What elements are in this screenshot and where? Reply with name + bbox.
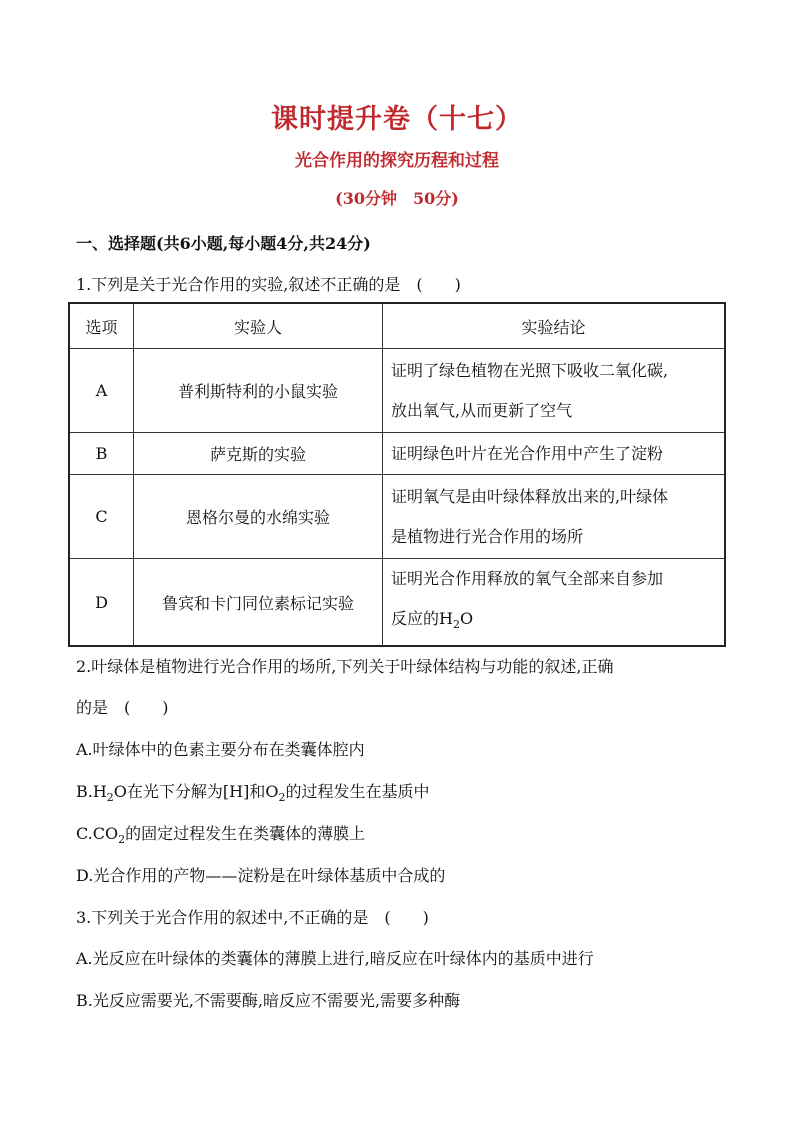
conclusion-line: 反应的$H_2O$ bbox=[391, 609, 474, 632]
table-row bbox=[69, 433, 725, 475]
experiment-table bbox=[68, 302, 726, 647]
question-1-stem: 1.下列是关于光合作用的实验,叙述不正确的是 ( ) bbox=[76, 275, 461, 294]
table-cell-option: B bbox=[69, 433, 134, 475]
table-header: 实验结论 bbox=[383, 303, 726, 349]
conclusion-line: 是植物进行光合作用的场所 bbox=[391, 526, 584, 546]
conclusion-line: 证明绿色叶片在光合作用中产生了淀粉 bbox=[391, 443, 664, 463]
table-cell-option: C bbox=[69, 475, 134, 559]
conclusion-line: 证明光合作用释放的氧气全部来自参加 bbox=[391, 569, 664, 588]
question-2-stem-line: 的是 ( ) bbox=[76, 698, 169, 717]
table-row bbox=[69, 475, 725, 559]
table-header-row bbox=[69, 303, 725, 349]
table-cell-conclusion bbox=[383, 559, 726, 647]
table-cell-option: D bbox=[69, 559, 134, 647]
table-cell-person: 鲁宾和卡门同位素标记实验 bbox=[134, 559, 383, 647]
page-title: 课时提升卷（十七） bbox=[271, 104, 523, 135]
table-cell-person: 恩格尔曼的水绵实验 bbox=[134, 475, 383, 559]
question-3-option-a: A.光反应在叶绿体的类囊体的薄膜上进行,暗反应在叶绿体内的基质中进行 bbox=[76, 949, 594, 968]
table-row bbox=[69, 559, 725, 647]
table-cell-conclusion bbox=[383, 475, 726, 559]
question-2-stem-line: 2.叶绿体是植物进行光合作用的场所,下列关于叶绿体结构与功能的叙述,正确 bbox=[76, 657, 614, 676]
question-3-stem: 3.下列关于光合作用的叙述中,不正确的是 ( ) bbox=[76, 908, 429, 927]
question-3-option-b: B.光反应需要光,不需要酶,暗反应不需要光,需要多种酶 bbox=[76, 991, 461, 1010]
time-score: (30分钟 50分) bbox=[335, 189, 459, 208]
section-heading: 一、选择题(共6小题,每小题4分,共24分) bbox=[76, 234, 371, 253]
question-2-option-a: A.叶绿体中的色素主要分布在类囊体腔内 bbox=[76, 740, 365, 759]
table-header: 实验人 bbox=[134, 303, 383, 349]
conclusion-line: 放出氧气,从而更新了空气 bbox=[391, 400, 573, 420]
table-row bbox=[69, 349, 725, 433]
page-subtitle: 光合作用的探究历程和过程 bbox=[295, 151, 499, 171]
table-cell-conclusion bbox=[383, 349, 726, 433]
conclusion-line: 证明氧气是由叶绿体释放出来的,叶绿体 bbox=[391, 486, 669, 506]
conclusion-line: 证明了绿色植物在光照下吸收二氧化碳, bbox=[391, 360, 669, 380]
table-cell-conclusion bbox=[383, 433, 726, 475]
question-2-option-b: $B.H_2O$在光下分解为[H]和$O_2$的过程发生在基质中 bbox=[76, 782, 430, 805]
question-2-option-d: D.光合作用的产物——淀粉是在叶绿体基质中合成的 bbox=[76, 866, 446, 885]
question-2-option-c: $C.CO_2$的固定过程发生在类囊体的薄膜上 bbox=[76, 824, 366, 847]
table-header: 选项 bbox=[69, 303, 134, 349]
table-cell-option: A bbox=[69, 349, 134, 433]
table-cell-person: 萨克斯的实验 bbox=[134, 433, 383, 475]
table-cell-person: 普利斯特利的小鼠实验 bbox=[134, 349, 383, 433]
